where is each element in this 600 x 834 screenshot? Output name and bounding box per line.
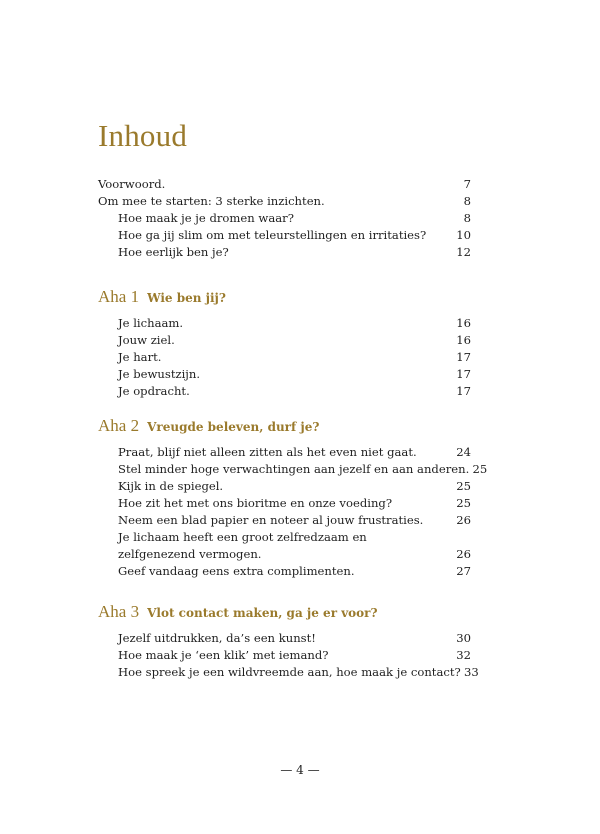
toc-entry[interactable] [98, 193, 471, 210]
toc-entry[interactable] [118, 366, 471, 383]
toc-entry-label: Jezelf uitdrukken, da’s een kunst! [118, 631, 316, 645]
toc-entry-label: Geef vandaag eens extra complimenten. [118, 564, 355, 578]
toc-entry[interactable] [98, 176, 471, 193]
section-title: Vreugde beleven, durf je? [147, 420, 320, 434]
toc-entry-page: 25 [472, 462, 488, 476]
toc-entry-label: Jouw ziel. [118, 333, 175, 347]
toc-entry-label: Neem een blad papier en noteer al jouw frustraties. [118, 513, 424, 527]
section-heading [98, 602, 471, 624]
toc-entry-page: 32 [456, 648, 471, 662]
section-title: Vlot contact maken, ga je er voor? [147, 606, 378, 620]
toc-entry-label: Je hart. [118, 350, 162, 364]
toc-entry-page: 10 [456, 228, 471, 242]
toc-entry[interactable] [118, 332, 471, 349]
toc-entry[interactable] [118, 478, 471, 495]
toc-entry[interactable] [118, 383, 471, 400]
toc-entry-page: 33 [463, 665, 479, 679]
toc-intro [98, 176, 471, 261]
section-number: Aha 1 [98, 287, 140, 306]
toc-entry-page: 8 [463, 194, 471, 208]
toc-entry-page: 26 [456, 513, 471, 527]
toc-entry-label: Voorwoord. [98, 177, 166, 191]
section-number: Aha 3 [98, 602, 140, 621]
toc-section-aha-3 [98, 602, 479, 681]
toc-entry-page: 26 [456, 547, 471, 561]
section-number: Aha 2 [98, 416, 140, 435]
toc-entry[interactable] [118, 461, 488, 478]
toc-entry-label: Hoe maak je ‘een klik’ met iemand? [118, 648, 329, 662]
toc-entry-page: 7 [463, 177, 471, 191]
toc-entry-page: 25 [456, 496, 471, 510]
toc-entry-label: Hoe ga jij slim om met teleurstellingen en irritaties? [118, 228, 427, 242]
toc-entry-label: Hoe spreek je een wildvreemde aan, hoe maak je contact? [118, 665, 461, 679]
toc-entry[interactable] [118, 349, 471, 366]
toc-entry[interactable] [118, 315, 471, 332]
toc-entry[interactable] [118, 529, 471, 563]
toc-entry-label: Je lichaam. [118, 316, 184, 330]
toc-entry[interactable] [118, 630, 471, 647]
toc-entry[interactable] [118, 495, 471, 512]
section-title: Wie ben jij? [147, 291, 226, 305]
toc-entry-label-line-1: Je lichaam heeft een groot zelfredzaam en [118, 530, 367, 544]
section-heading [98, 287, 471, 309]
toc-entry-page: 17 [456, 367, 471, 381]
toc-entry-label: Hoe zit het met ons bioritme en onze voeding? [118, 496, 393, 510]
toc-entry[interactable] [98, 210, 471, 227]
toc-entry-label-line-2: zelfgenezend vermogen. [118, 547, 262, 561]
toc-entry-page: 17 [456, 350, 471, 364]
toc-entry[interactable] [118, 512, 471, 529]
toc-entry-page: 24 [456, 445, 471, 459]
toc-entry-label: Hoe maak je je dromen waar? [118, 211, 294, 225]
toc-entry[interactable] [98, 227, 471, 244]
toc-entry-page: 17 [456, 384, 471, 398]
toc-entry-page: 27 [456, 564, 471, 578]
toc-entry-label: Praat, blijf niet alleen zitten als het even niet gaat. [118, 445, 417, 459]
toc-entry-label: Stel minder hoge verwachtingen aan jezelf en aan anderen. [118, 462, 470, 476]
toc-section-aha-1 [98, 287, 471, 400]
toc-section-aha-2 [98, 416, 488, 580]
toc-entry-label: Je bewustzijn. [118, 367, 201, 381]
toc-entry-label: Hoe eerlijk ben je? [118, 245, 229, 259]
toc-entry-label: Je opdracht. [118, 384, 190, 398]
toc-entry[interactable] [118, 563, 471, 580]
toc-entry-page: 12 [456, 245, 471, 259]
section-heading [98, 416, 471, 438]
page-title: Inhoud [98, 118, 188, 153]
toc-entry-page: 25 [456, 479, 471, 493]
toc-entry-page: 16 [456, 316, 471, 330]
toc-entry-page: 8 [463, 211, 471, 225]
toc-entry[interactable] [118, 664, 479, 681]
toc-entry[interactable] [98, 244, 471, 261]
toc-entry-page: 30 [456, 631, 471, 645]
toc-entry-label: Om mee te starten: 3 sterke inzichten. [98, 194, 325, 208]
toc-entry-label: Kijk in de spiegel. [118, 479, 224, 493]
toc-entry-label [118, 529, 367, 563]
toc-entry[interactable] [118, 444, 471, 461]
page-number: — 4 — [280, 763, 320, 777]
toc-entry[interactable] [118, 647, 471, 664]
toc-entry-page: 16 [456, 333, 471, 347]
